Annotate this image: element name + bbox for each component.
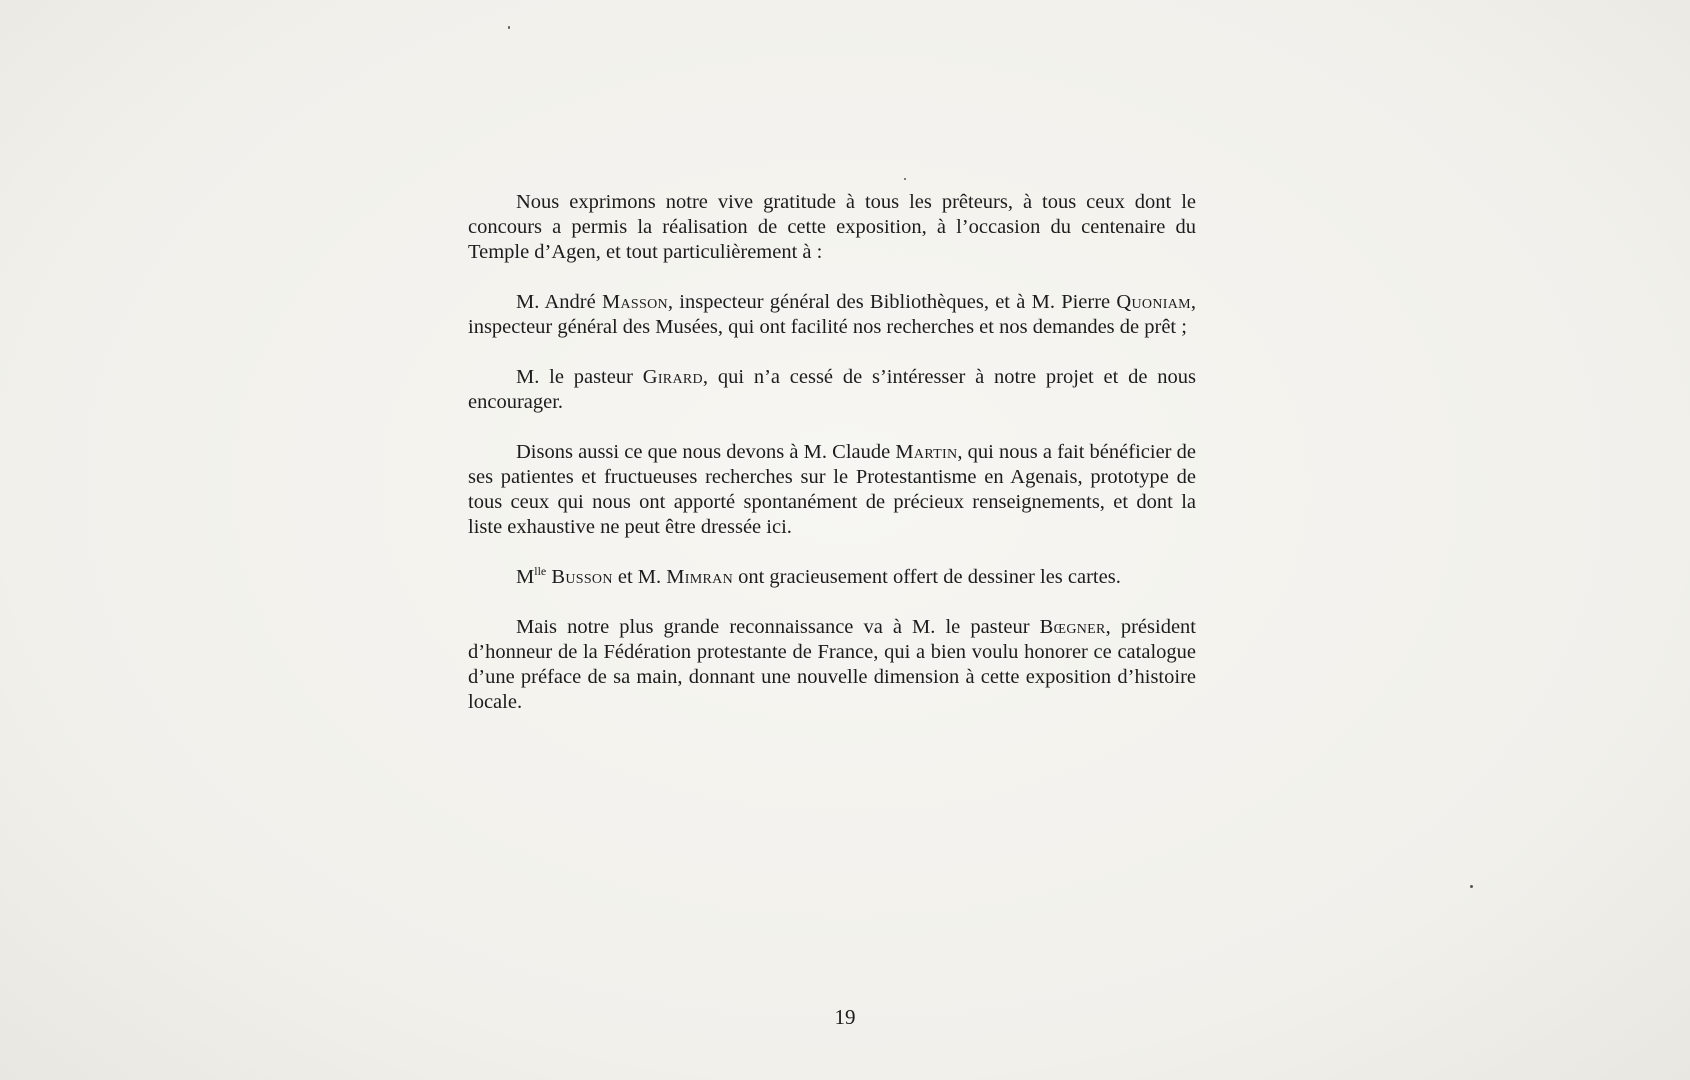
- text-segment: , inspecteur général des Musées, qui ont facilité nos recherches et nos demandes de prêt ;: [468, 291, 1197, 338]
- person-name: Martin: [895, 441, 958, 463]
- person-name: Masson: [601, 291, 668, 313]
- paragraph-gratitude: [468, 190, 1196, 265]
- person-name: Quoniam: [1116, 291, 1191, 313]
- text-segment: M. le pasteur: [516, 366, 643, 388]
- text-segment: M. André: [516, 291, 602, 313]
- text-segment: Nous exprimons notre vive gratitude à tous les prêteurs, à tous ceux dont le concours a permis la réalisation de cette exposition, à l’occasion du centenaire du Temple d’Agen, et tout particulièrement à :: [468, 191, 1196, 263]
- page-number: 19: [834, 1005, 856, 1029]
- superscript-abbrev: lle: [534, 564, 547, 579]
- paragraph-busson-mimran: [468, 565, 1196, 590]
- person-name: Bœgner: [1039, 616, 1106, 638]
- text-segment: , inspecteur général des Bibliothèques, et à M. Pierre: [667, 291, 1117, 313]
- paragraph-masson-quoniam: [468, 290, 1196, 340]
- paragraph-girard: [468, 365, 1196, 415]
- text-segment: ont gracieusement offert de dessiner les cartes.: [732, 566, 1121, 588]
- paper-speck: [904, 178, 906, 180]
- text-segment: , qui nous a fait bénéficier de ses patientes et fructueuses recherches sur le Protestantisme en Agenais, prototype de tous ceux qui nous ont apporté spontanément de précieux renseignements, et dont la liste exhaustive ne peut être dressée ici.: [468, 441, 1196, 538]
- paper-speck: [508, 26, 510, 29]
- text-segment: Mais notre plus grande reconnaissance va à M. le pasteur: [516, 616, 1040, 638]
- person-name: Mimran: [666, 566, 733, 588]
- text-segment: , qui n’a cessé de s’intéresser à notre projet et de nous encourager.: [468, 366, 1196, 413]
- person-name: Girard: [642, 366, 703, 388]
- text-segment: M: [516, 566, 535, 588]
- paragraph-martin: [468, 440, 1196, 540]
- paper-speck: [1470, 885, 1473, 888]
- text-segment: Disons aussi ce que nous devons à M. Claude: [516, 441, 896, 463]
- acknowledgements-text: [468, 190, 1196, 715]
- person-name: Busson: [551, 566, 613, 588]
- text-segment: , président d’honneur de la Fédération protestante de France, qui a bien voulu honorer ce catalogue d’une préface de sa main, donnant une nouvelle dimension à cette exposition d’histoire locale.: [468, 616, 1196, 713]
- paragraph-boegner: [468, 615, 1196, 715]
- text-segment: et M.: [612, 566, 667, 588]
